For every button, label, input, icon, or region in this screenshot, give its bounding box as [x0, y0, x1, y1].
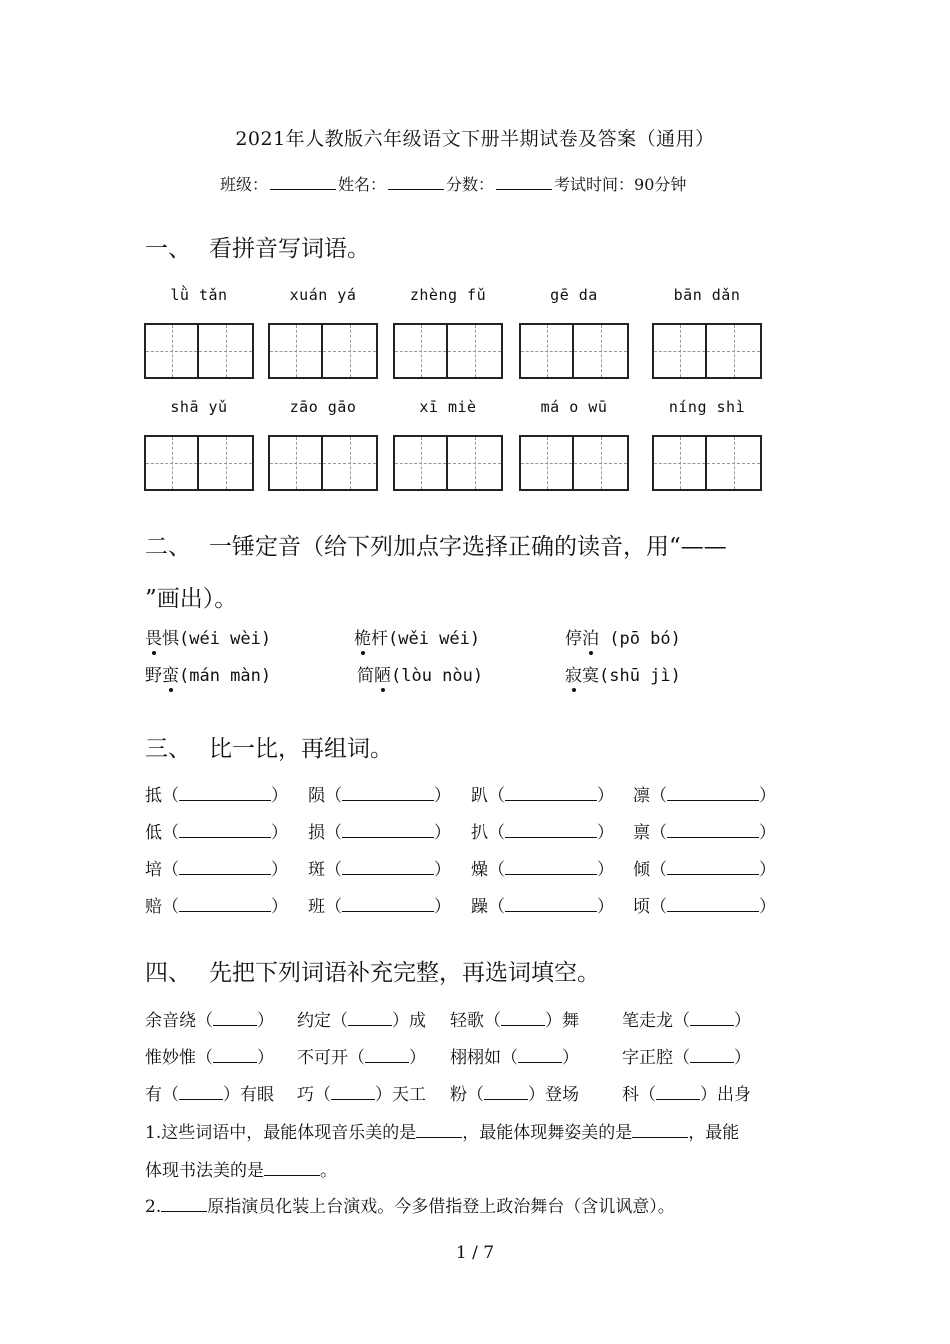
idiom-item	[450, 1006, 579, 1031]
pronunciation-item[interactable]	[357, 661, 483, 686]
dotted-char: 蛮	[162, 661, 179, 686]
paren-close: ）	[759, 897, 776, 917]
idiom-blank[interactable]	[365, 1047, 409, 1063]
grid-cell[interactable]	[448, 437, 501, 489]
paren-open: （	[488, 786, 505, 806]
idiom-suffix: ）登场	[528, 1085, 579, 1105]
dotted-char: 寂	[565, 661, 582, 686]
answer-blank[interactable]	[179, 859, 271, 875]
grid-cell[interactable]	[654, 437, 707, 489]
idiom-blank[interactable]	[501, 1010, 545, 1026]
writing-grid[interactable]	[268, 435, 378, 491]
answer-blank[interactable]	[505, 785, 597, 801]
writing-grid[interactable]	[519, 323, 629, 379]
paren-close: ）	[597, 786, 614, 806]
writing-grid[interactable]	[144, 323, 254, 379]
idiom-item	[297, 1043, 426, 1068]
pinyin-label: xuán yá	[289, 286, 357, 304]
paren-open: （	[162, 897, 179, 917]
idiom-prefix: 字正腔（	[622, 1048, 690, 1068]
base-char: 禀	[633, 823, 650, 843]
grid-cell[interactable]	[654, 325, 707, 377]
grid-cell[interactable]	[521, 437, 574, 489]
idiom-suffix: ）出身	[700, 1085, 751, 1105]
idiom-item	[450, 1043, 579, 1068]
idiom-blank[interactable]	[484, 1084, 528, 1100]
idiom-prefix: 不可开（	[297, 1048, 365, 1068]
writing-grid[interactable]	[268, 323, 378, 379]
base-char: 凛	[633, 786, 650, 806]
paren-close: ）	[271, 860, 288, 880]
grid-cell[interactable]	[270, 437, 323, 489]
idiom-prefix: 巧（	[297, 1085, 331, 1105]
paren-open: （	[650, 786, 667, 806]
idiom-prefix: 轻歌（	[450, 1011, 501, 1031]
pinyin-label: má o wū	[540, 398, 608, 416]
answer-blank[interactable]	[342, 859, 434, 875]
item-text: (mán màn)	[179, 666, 272, 686]
idiom-suffix: ）	[734, 1011, 751, 1031]
idiom-item	[297, 1006, 426, 1031]
writing-grid[interactable]	[144, 435, 254, 491]
writing-grid[interactable]	[652, 323, 762, 379]
idiom-item	[450, 1080, 579, 1105]
section-4-heading	[145, 954, 600, 987]
paren-close: ）	[271, 823, 288, 843]
class-blank[interactable]	[270, 175, 336, 190]
answer-blank[interactable]	[505, 896, 597, 912]
compare-word-item	[308, 892, 451, 917]
pinyin-label: shā yǔ	[170, 398, 228, 416]
base-char: 燥	[471, 860, 488, 880]
grid-cell[interactable]	[574, 325, 627, 377]
pinyin-label: zāo gāo	[289, 398, 357, 416]
compare-word-item	[308, 855, 451, 880]
q1-music-blank[interactable]	[416, 1122, 462, 1138]
idiom-item	[145, 1006, 274, 1031]
exam-time: 考试时间：90分钟	[554, 175, 687, 194]
idiom-prefix: 科（	[622, 1085, 656, 1105]
q1-text-e: 。	[320, 1161, 337, 1181]
compare-word-item	[308, 818, 451, 843]
q1-dance-blank[interactable]	[632, 1122, 688, 1138]
answer-blank[interactable]	[667, 896, 759, 912]
pinyin-label: xī miè	[419, 398, 477, 416]
paren-close: ）	[759, 786, 776, 806]
idiom-item	[622, 1080, 751, 1105]
compare-word-item	[633, 781, 776, 806]
paren-open: （	[488, 860, 505, 880]
idiom-suffix: ）	[562, 1048, 579, 1068]
idiom-blank[interactable]	[518, 1047, 562, 1063]
score-label: 分数：	[446, 175, 495, 194]
base-char: 斑	[308, 860, 325, 880]
idiom-item	[622, 1006, 751, 1031]
dotted-char: 畏	[145, 624, 162, 649]
answer-blank[interactable]	[505, 822, 597, 838]
name-label: 姓名：	[338, 175, 387, 194]
idiom-prefix: 余音绕（	[145, 1011, 213, 1031]
paren-close: ）	[434, 860, 451, 880]
grid-cell[interactable]	[323, 437, 376, 489]
pronunciation-item[interactable]	[145, 624, 271, 649]
section-2-title-line1: 一锤定音（给下列加点字选择正确的读音，用“——	[209, 534, 727, 560]
idiom-item	[297, 1080, 426, 1105]
paren-open: （	[488, 897, 505, 917]
answer-blank[interactable]	[505, 859, 597, 875]
base-char: 赔	[145, 897, 162, 917]
section-1-heading	[145, 230, 370, 263]
compare-word-item	[471, 892, 614, 917]
base-char: 班	[308, 897, 325, 917]
idiom-suffix: ）有眼	[223, 1085, 274, 1105]
paren-open: （	[650, 860, 667, 880]
idiom-suffix: ）	[409, 1048, 426, 1068]
item-text: (lòu nòu)	[391, 666, 484, 686]
q2-number: 2.	[145, 1197, 162, 1217]
item-text: 寞(shū jì)	[582, 666, 681, 686]
section-2-title-line2: ”画出）。	[145, 586, 238, 612]
paren-open: （	[162, 860, 179, 880]
grid-cell[interactable]	[146, 325, 199, 377]
compare-word-item	[145, 781, 288, 806]
question-1-line2	[145, 1156, 337, 1181]
paren-close: ）	[434, 823, 451, 843]
idiom-blank[interactable]	[213, 1010, 257, 1026]
base-char: 顷	[633, 897, 650, 917]
q2-blank[interactable]	[161, 1196, 207, 1212]
compare-word-item	[145, 855, 288, 880]
grid-cell[interactable]	[448, 325, 501, 377]
paren-close: ）	[271, 786, 288, 806]
paren-close: ）	[271, 897, 288, 917]
answer-blank[interactable]	[179, 896, 271, 912]
grid-cell[interactable]	[395, 325, 448, 377]
page-title: 2021年人教版六年级语文下册半期试卷及答案（通用）	[235, 128, 715, 150]
writing-grid[interactable]	[393, 435, 503, 491]
section-4-number: 四、	[145, 960, 191, 986]
section-3-number: 三、	[145, 736, 191, 762]
idiom-suffix: ）成	[392, 1011, 426, 1031]
pronunciation-item[interactable]	[565, 624, 681, 649]
q1-text-b: ，最能体现舞姿美的是	[462, 1123, 633, 1143]
item-text: 杆(wěi wéi)	[371, 629, 481, 649]
q2-text: 原指演员化装上台演戏。今多借指登上政治舞台（含讥讽意）。	[207, 1197, 675, 1217]
answer-blank[interactable]	[667, 785, 759, 801]
compare-word-item	[471, 818, 614, 843]
compare-word-item	[633, 818, 776, 843]
grid-cell[interactable]	[323, 325, 376, 377]
base-char: 陨	[308, 786, 325, 806]
section-1-title: 看拼音写词语。	[209, 236, 370, 262]
question-2-line	[145, 1192, 675, 1217]
item-text: (pō bó)	[599, 629, 681, 649]
page-number: 1 / 7	[455, 1243, 495, 1263]
answer-blank[interactable]	[179, 785, 271, 801]
writing-grid[interactable]	[652, 435, 762, 491]
idiom-item	[622, 1043, 751, 1068]
answer-blank[interactable]	[342, 785, 434, 801]
paren-close: ）	[434, 897, 451, 917]
idiom-prefix: 粉（	[450, 1085, 484, 1105]
compare-word-item	[145, 818, 288, 843]
compare-word-item	[471, 855, 614, 880]
grid-cell[interactable]	[199, 437, 252, 489]
idiom-blank[interactable]	[179, 1084, 223, 1100]
paren-open: （	[162, 786, 179, 806]
base-char: 躁	[471, 897, 488, 917]
pinyin-label: lǜ tǎn	[170, 286, 228, 304]
score-blank[interactable]	[496, 175, 552, 190]
paren-close: ）	[597, 897, 614, 917]
pronunciation-item[interactable]	[354, 624, 480, 649]
idiom-blank[interactable]	[348, 1010, 392, 1026]
section-3-heading	[145, 730, 393, 763]
class-label: 班级：	[220, 175, 269, 194]
idiom-item	[145, 1080, 274, 1105]
paren-open: （	[162, 823, 179, 843]
section-1-number: 一、	[145, 236, 191, 262]
pinyin-label: gē da	[550, 286, 598, 304]
paren-open: （	[325, 860, 342, 880]
grid-cell[interactable]	[521, 325, 574, 377]
idiom-suffix: ）	[257, 1011, 274, 1031]
pinyin-label: bān dǎn	[673, 286, 741, 304]
pronunciation-item[interactable]	[565, 661, 681, 686]
grid-cell[interactable]	[707, 437, 760, 489]
paren-close: ）	[597, 860, 614, 880]
section-2-number: 二、	[145, 534, 191, 560]
grid-cell[interactable]	[707, 325, 760, 377]
pinyin-label: níng shì	[668, 398, 746, 416]
paren-open: （	[650, 823, 667, 843]
paren-close: ）	[759, 823, 776, 843]
grid-cell[interactable]	[270, 325, 323, 377]
idiom-blank[interactable]	[213, 1047, 257, 1063]
dotted-char: 泊	[582, 624, 599, 649]
idiom-blank[interactable]	[690, 1047, 734, 1063]
base-char: 扒	[471, 823, 488, 843]
answer-blank[interactable]	[179, 822, 271, 838]
paren-open: （	[325, 897, 342, 917]
answer-blank[interactable]	[342, 896, 434, 912]
grid-cell[interactable]	[395, 437, 448, 489]
idiom-prefix: 惟妙惟（	[145, 1048, 213, 1068]
compare-word-item	[633, 855, 776, 880]
paren-open: （	[488, 823, 505, 843]
answer-blank[interactable]	[342, 822, 434, 838]
item-text: 野	[145, 666, 162, 686]
section-3-title: 比一比，再组词。	[209, 736, 393, 762]
base-char: 培	[145, 860, 162, 880]
q1-calligraphy-blank[interactable]	[264, 1160, 320, 1176]
pinyin-label: zhèng fǔ	[409, 286, 487, 304]
writing-grid[interactable]	[519, 435, 629, 491]
q1-text-d: 体现书法美的是	[145, 1161, 264, 1181]
section-2-heading	[145, 528, 727, 561]
grid-cell[interactable]	[574, 437, 627, 489]
question-1-line1	[145, 1118, 739, 1143]
student-info-line	[220, 172, 686, 195]
item-text: 停	[565, 629, 582, 649]
paren-close: ）	[759, 860, 776, 880]
idiom-suffix: ）	[257, 1048, 274, 1068]
compare-word-item	[633, 892, 776, 917]
idiom-item	[145, 1043, 274, 1068]
compare-word-item	[471, 781, 614, 806]
grid-cell[interactable]	[199, 325, 252, 377]
paren-open: （	[325, 823, 342, 843]
dotted-char: 陋	[374, 661, 391, 686]
base-char: 倾	[633, 860, 650, 880]
answer-blank[interactable]	[667, 859, 759, 875]
idiom-suffix: ）舞	[545, 1011, 579, 1031]
pronunciation-item[interactable]	[145, 661, 271, 686]
idiom-suffix: ）天工	[375, 1085, 426, 1105]
compare-word-item	[145, 892, 288, 917]
q1-text-c: ，最能	[688, 1123, 740, 1143]
base-char: 趴	[471, 786, 488, 806]
idiom-blank[interactable]	[656, 1084, 700, 1100]
idiom-prefix: 栩栩如（	[450, 1048, 518, 1068]
idiom-prefix: 笔走龙（	[622, 1011, 690, 1031]
idiom-blank[interactable]	[331, 1084, 375, 1100]
grid-cell[interactable]	[146, 437, 199, 489]
answer-blank[interactable]	[667, 822, 759, 838]
base-char: 低	[145, 823, 162, 843]
idiom-suffix: ）	[734, 1048, 751, 1068]
section-4-title: 先把下列词语补充完整，再选词填空。	[209, 960, 600, 986]
q1-text-a: 1.这些词语中，最能体现音乐美的是	[145, 1123, 417, 1143]
base-char: 抵	[145, 786, 162, 806]
idiom-blank[interactable]	[690, 1010, 734, 1026]
paren-close: ）	[597, 823, 614, 843]
item-text: 简	[357, 666, 374, 686]
item-text: 惧(wéi wèi)	[162, 629, 272, 649]
base-char: 损	[308, 823, 325, 843]
paren-close: ）	[434, 786, 451, 806]
compare-word-item	[308, 781, 451, 806]
writing-grid[interactable]	[393, 323, 503, 379]
idiom-prefix: 有（	[145, 1085, 179, 1105]
paren-open: （	[325, 786, 342, 806]
dotted-char: 桅	[354, 624, 371, 649]
paren-open: （	[650, 897, 667, 917]
name-blank[interactable]	[388, 175, 444, 190]
idiom-prefix: 约定（	[297, 1011, 348, 1031]
